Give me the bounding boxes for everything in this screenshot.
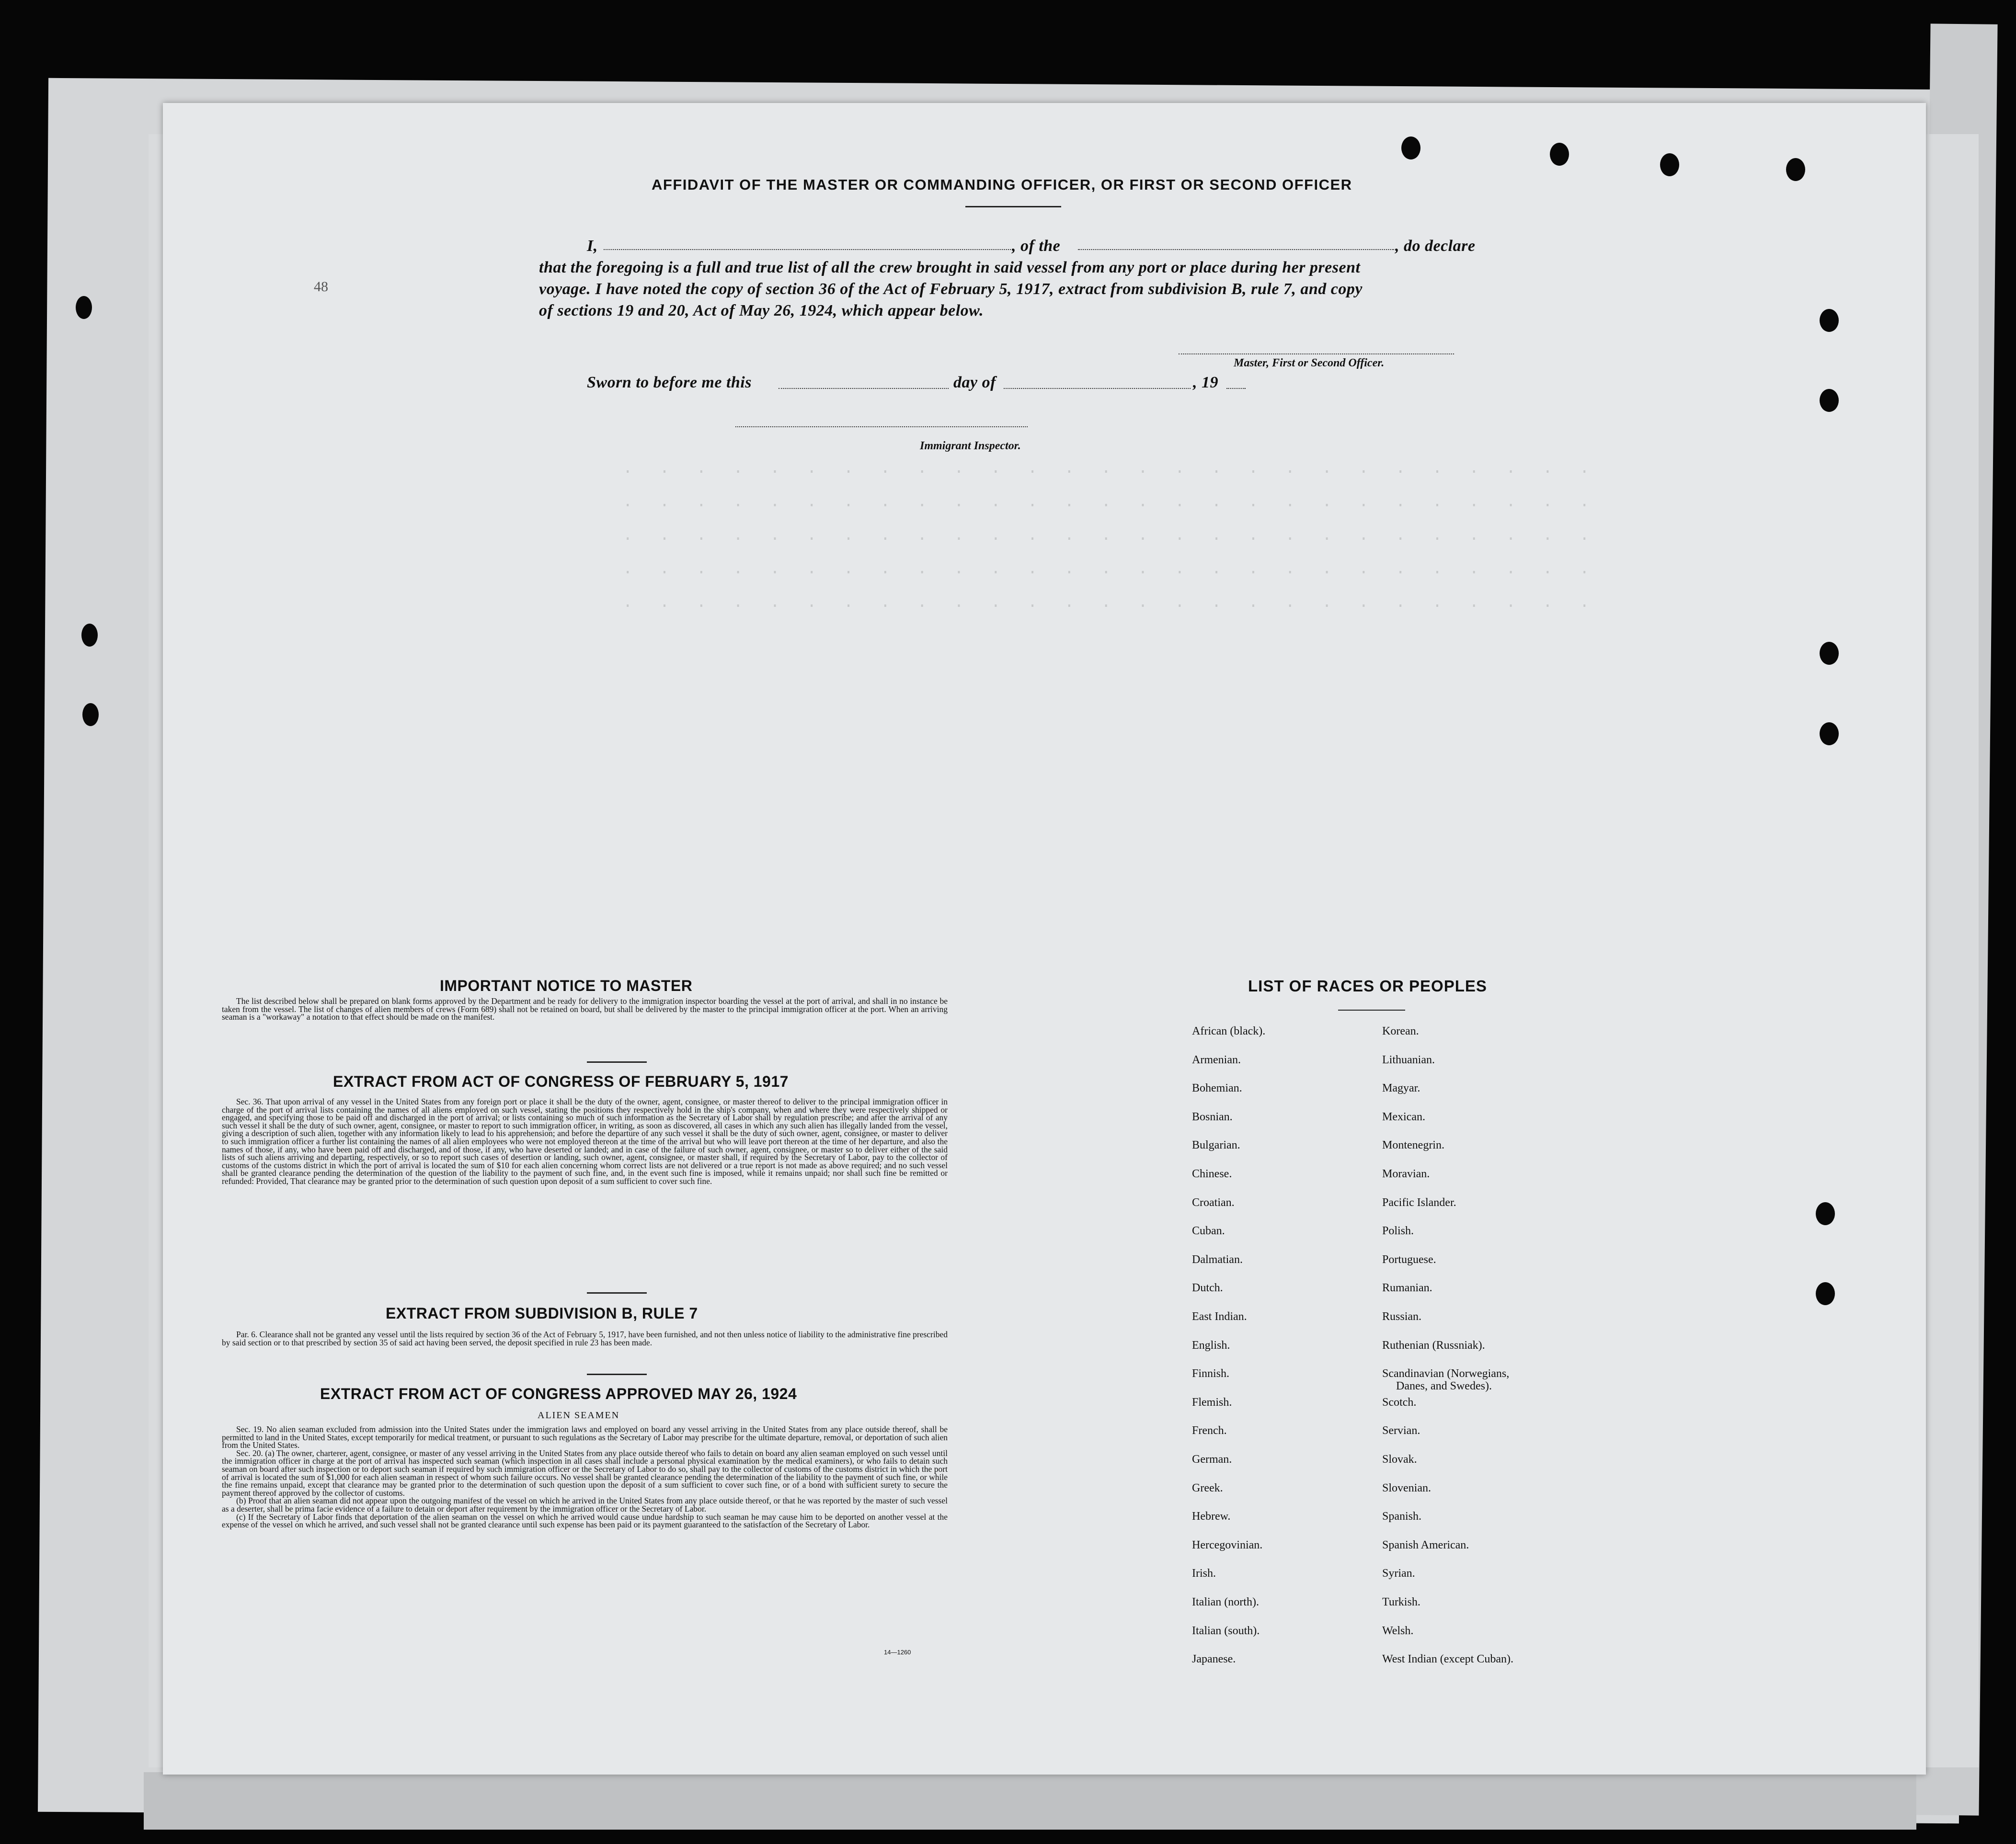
races-title: LIST OF RACES OR PEOPLES (1248, 977, 1487, 995)
race-item: Bulgarian. (1192, 1139, 1240, 1152)
race-item: Polish. (1382, 1225, 1414, 1238)
race-item: Servian. (1382, 1424, 1420, 1437)
affidavit-line-3: voyage. I have noted the copy of section 36 of the Act of February 5, 1917, extract from subdivision B, rule 7, and copy (539, 280, 1363, 298)
vessel-blank[interactable] (1078, 249, 1394, 250)
notice-title: IMPORTANT NOTICE TO MASTER (440, 977, 693, 994)
race-item: Syrian. (1382, 1567, 1415, 1580)
year-text: , 19 (1193, 374, 1218, 391)
divider (587, 1292, 647, 1294)
divider (587, 1061, 647, 1063)
race-item: Russian. (1382, 1310, 1422, 1323)
affidavit-do-declare: , do declare (1395, 237, 1476, 255)
sworn-text: Sworn to before me this (587, 374, 752, 391)
race-item: Dutch. (1192, 1282, 1223, 1295)
sworn-month-blank[interactable] (1004, 388, 1191, 389)
sworn-year-blank[interactable] (1226, 388, 1246, 389)
race-item: Danes, and Swedes). (1396, 1380, 1492, 1393)
race-item: Portuguese. (1382, 1253, 1436, 1266)
bleed-through-text: . . . . . . . . . . . . . . . . . . . . . . . . . . . (623, 493, 1598, 512)
section-20b-paragraph: (b) Proof that an alien seaman did not appear upon the outgoing manifest of the vessel on which he arrived in the United States from any place outside thereof, or that he was reported by the master of such vessel as a deserter, shall be prima facie evidence of a failure to detain or deport after requirement by the immigration officer or the Secretary of Labor. (222, 1496, 948, 1514)
race-item: Flemish. (1192, 1396, 1232, 1409)
rule-7-body (222, 1331, 948, 1346)
name-blank[interactable] (604, 249, 1011, 250)
race-item: African (black). (1192, 1025, 1266, 1037)
extract-1917-title: EXTRACT FROM ACT OF CONGRESS OF FEBRUARY 5, 1917 (333, 1073, 789, 1090)
inspector-caption: Immigrant Inspector. (920, 440, 1021, 452)
background-sheet-bottom (144, 1772, 1916, 1830)
day-of-text: day of (953, 374, 996, 391)
race-item: Montenegrin. (1382, 1139, 1444, 1152)
extract-1924-body (222, 1425, 948, 1529)
race-item: Korean. (1382, 1025, 1419, 1037)
race-item: Lithuanian. (1382, 1053, 1435, 1066)
race-item: Dalmatian. (1192, 1253, 1243, 1266)
form-number: 14—1260 (884, 1649, 911, 1656)
sworn-day-blank[interactable] (779, 388, 949, 389)
race-item: Bohemian. (1192, 1082, 1242, 1095)
race-item: Mexican. (1382, 1110, 1425, 1123)
title-underline (965, 206, 1061, 207)
section-36-paragraph: Sec. 36. That upon arrival of any vessel in the United States from any foreign port or place it shall be the duty of the owner, agent, consignee, or master thereof to deliver to the principal immigration officer in charge of the port of arrival lists containing the names of all aliens employed on such vessel, stating the positions they respectively hold in the ship's company, when and where they were respectively shipped or engaged, and specifying those to be paid off and discharged in the port of arrival; or lists containing so much of such information as the Secretary of Labor shall by regulation prescribe; and after the arrival of any such vessel it shall be the duty of such owner, agent, consignee, or master to report to such immigration officer, in writing, as soon as discovered, all cases in which any such alien has illegally landed from the vessel, giving a description of such alien, together with any information likely to lead to his apprehension; and before the departure of any such vessel it shall be the duty of such owner, agent, consignee, or master to deliver to such immigration officer a further list containing the names of all alien employees who were not employed thereon at the time of the arrival but who will leave port thereon at the time of her departure, and also the names of those, if any, who have been paid off and discharged, and of those, if any, who have deserted or landed; and in case of the failure of such owner, agent, consignee, or master so to deliver either of the said lists of such aliens arriving and departing, respectively, or so to report such cases of desertion or landing, such owner, agent, consignee, or master shall, if required by the Secretary of Labor, pay to the collector of customs of the customs district in which the port of arrival is located the sum of $10 for each alien concerning whom correct lists are not delivered or a true report is not made as above required; and no such vessel shall be granted clearance pending the determination of the question of the liability to the payment of such fine, and, in the event such fine is imposed, while it remains unpaid; nor shall such fine be remitted or refunded: Provided, That clearance may be granted prior to the determination of such question upon deposit of a sum sufficient to cover such fine. (222, 1097, 948, 1186)
race-item: German. (1192, 1453, 1232, 1466)
divider (587, 1374, 647, 1375)
affidavit-i: I, (587, 237, 598, 255)
race-item: Moravian. (1382, 1168, 1430, 1180)
paragraph-6: Par. 6. Clearance shall not be granted any vessel until the lists required by section 36 of the Act of February 5, 1917, have been furnished, and not then unless notice of liability to the administrative fine prescribed by said section or to that prescribed by section 35 of said act having been served, the deposit specified in rule 23 has been made. (222, 1330, 948, 1347)
punch-hole (1550, 143, 1569, 166)
section-19-paragraph: Sec. 19. No alien seaman excluded from admission into the United States under the immigration laws and employed on board any vessel arriving in the United States from any place outside thereof, shall be permitted to land in the United States, except temporarily for medical treatment, or pursuant to such regulations as the Secretary of Labor may prescribe for the ultimate departure, removal, or deportation of such alien from the United States. (222, 1424, 948, 1450)
races-divider (1338, 1010, 1405, 1011)
race-item: Armenian. (1192, 1053, 1241, 1066)
race-item: Greek. (1192, 1481, 1223, 1494)
race-item: Slovak. (1382, 1453, 1417, 1466)
punch-hole (1401, 137, 1420, 159)
race-item: Rumanian. (1382, 1282, 1432, 1295)
punch-hole (1820, 309, 1839, 332)
notice-body (222, 997, 948, 1021)
extract-1917-body (222, 1098, 948, 1185)
race-item: Turkish. (1382, 1596, 1420, 1608)
affidavit-title: AFFIDAVIT OF THE MASTER OR COMMANDING OFFICER, OR FIRST OR SECOND OFFICER (652, 176, 1352, 193)
race-item: Pacific Islander. (1382, 1196, 1456, 1209)
race-item: Scandinavian (Norwegians, (1382, 1367, 1510, 1380)
race-item: Ruthenian (Russniak). (1382, 1339, 1485, 1352)
inspector-signature-line[interactable] (735, 426, 1028, 427)
notice-paragraph: The list described below shall be prepared on blank forms approved by the Department and be ready for delivery to the immigration inspector boarding the vessel at the port of arrival, and shall in no instance be taken from the vessel. The list of changes of alien members of crews (Form 689) shall not be retained on board, but shall be delivered by the master to the principal immigration officer at the port. When an arriving seaman is a "workaway" a notation to that effect should be made on the manifest. (222, 996, 948, 1022)
master-caption: Master, First or Second Officer. (1234, 357, 1385, 369)
bleed-through-text: . . . . . . . . . . . . . . . . . . . . . . . . . . . (623, 594, 1598, 612)
punch-hole (1816, 1202, 1835, 1225)
punch-hole (1820, 642, 1839, 665)
race-item: Japanese. (1192, 1653, 1236, 1666)
race-item: Magyar. (1382, 1082, 1420, 1095)
race-item: Hercegovinian. (1192, 1538, 1263, 1551)
margin-mark: 48 (314, 279, 328, 295)
affidavit-of-the: , of the (1012, 237, 1061, 255)
race-item: Spanish. (1382, 1510, 1422, 1523)
bleed-through-text: . . . . . . . . . . . . . . . . . . . . . . . . . . . (623, 527, 1598, 545)
section-20c-paragraph: (c) If the Secretary of Labor finds that deportation of the alien seaman on the vessel on which he arrived would cause undue hardship to such seaman he may cause him to be deported on another vessel at the expense of the vessel on which he arrived, and such vessel shall not be granted clearance until such expense has been paid or its payment guaranteed to the satisfaction of the Secretary of Labor. (222, 1512, 948, 1530)
race-item: Irish. (1192, 1567, 1216, 1580)
race-item: Scotch. (1382, 1396, 1417, 1409)
master-signature-line[interactable] (1179, 353, 1454, 354)
bleed-through-text: . . . . . . . . . . . . . . . . . . . . . . . . . . . (623, 560, 1598, 579)
race-item: Spanish American. (1382, 1538, 1469, 1551)
race-item: Italian (north). (1192, 1596, 1259, 1608)
affidavit-line-2: that the foregoing is a full and true list of all the crew brought in said vessel from any port or place during her present (539, 259, 1361, 276)
punch-hole (81, 624, 98, 647)
punch-hole (1816, 1282, 1835, 1305)
punch-hole (82, 703, 99, 726)
race-item: West Indian (except Cuban). (1382, 1653, 1513, 1666)
punch-hole (1660, 153, 1679, 176)
bleed-through-text: . . . . . . . . . . . . . . . . . . . . . . . . . . . (623, 460, 1598, 478)
race-item: Cuban. (1192, 1225, 1225, 1238)
punch-hole (1820, 389, 1839, 412)
race-item: Hebrew. (1192, 1510, 1231, 1523)
race-item: Italian (south). (1192, 1624, 1260, 1637)
alien-seamen-subtitle: ALIEN SEAMEN (538, 1410, 620, 1421)
affidavit-line-4: of sections 19 and 20, Act of May 26, 1924, which appear below. (539, 302, 984, 319)
punch-hole (76, 296, 92, 319)
punch-hole (1820, 722, 1839, 745)
section-20a-paragraph: Sec. 20. (a) The owner, charterer, agent, consignee, or master of any vessel arriving in the United States from any place outside thereof who fails to detain on board any alien seaman employed on such vessel until the immigration officer in charge at the port of arrival has inspected such seaman (which inspection in all cases shall include a personal physical examination by the medical examiners), or who fails to detain such seaman on board after such inspection or to deport such seaman if required by such immigration officer or the Secretary of Labor to do so, shall pay to the collector of customs of the customs district in which the port of arrival is located the sum of $1,000 for each alien seaman in respect of whom such failure occurs. No vessel shall be granted clearance pending the determination of the liability to the payment of such fine, or while the fine remains unpaid, except that clearance may be granted prior to the determination of such question upon the deposit of a sum sufficient to cover such fine, or of a bond with sufficient surety to secure the payment thereof approved by the collector of customs. (222, 1448, 948, 1498)
race-item: Finnish. (1192, 1367, 1230, 1380)
race-item: Bosnian. (1192, 1110, 1233, 1123)
race-item: Welsh. (1382, 1624, 1414, 1637)
punch-hole (1786, 158, 1805, 181)
race-item: East Indian. (1192, 1310, 1247, 1323)
race-item: Chinese. (1192, 1168, 1232, 1180)
extract-1924-title: EXTRACT FROM ACT OF CONGRESS APPROVED MAY 26, 1924 (320, 1385, 797, 1402)
race-item: French. (1192, 1424, 1227, 1437)
rule-7-title: EXTRACT FROM SUBDIVISION B, RULE 7 (386, 1305, 698, 1322)
race-item: Slovenian. (1382, 1481, 1431, 1494)
race-item: English. (1192, 1339, 1230, 1352)
race-item: Croatian. (1192, 1196, 1235, 1209)
